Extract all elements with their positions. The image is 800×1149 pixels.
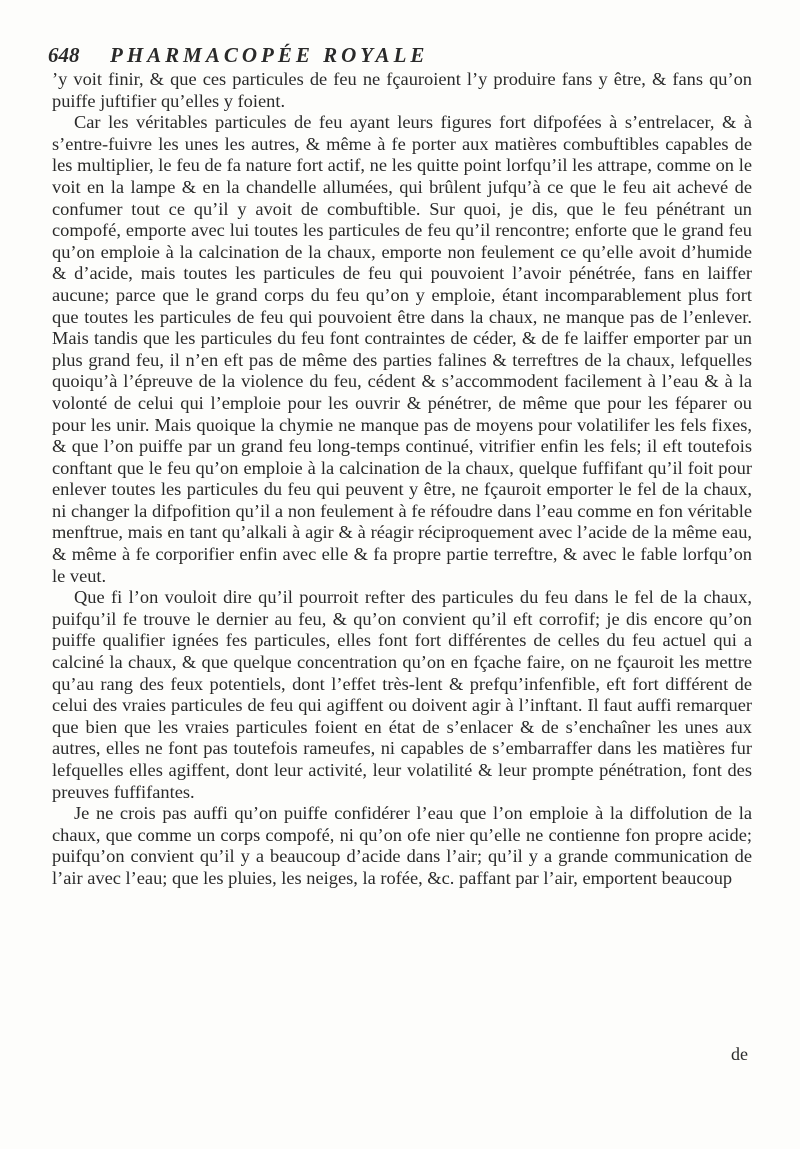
body-text (52, 69, 752, 890)
running-title: PHARMACOPÉE ROYALE (110, 43, 429, 67)
paragraph: Car les véritables particules de feu ayant leurs figures fort difpofées à s’entrelacer, & à s’entre-fuivre les unes les autres, & même à fe porter aux matières combuftibles capables de les multiplier, le feu de fa nature fort actif, ne les quitte point lorfqu’il les attrape, comme on le voit en la lampe & en la chandelle allumées, qui brûlent jufqu’à ce que le feu ait achevé de confumer tout ce qu’il y avoit de combuftible. Sur quoi, je dis, que le feu pénétrant un compofé, emporte avec lui toutes les particules de feu qu’il rencontre; enforte que le grand feu qu’on emploie à la calcination de la chaux, emporte non feulement ce qu’elle avoit d’humide & d’acide, mais toutes les particules de feu qui pouvoient l’avoir pénétrée, fans en laiffer aucune; parce que le grand corps du feu qu’on y emploie, étant incomparablement plus fort que toutes les particules de feu qui pouvoient être dans la chaux, ne manque pas de l’enlever. Mais tandis que les particules du feu font contraintes de céder, & de fe laiffer emporter par un plus grand feu, il n’en eft pas de même des parties falines & terreftres de la chaux, lefquelles quoiqu’à l’épreuve de la violence du feu, cédent & s’accommodent facilement à l’eau & à la volonté de celui qui l’emploie pour les ouvrir & pénétrer, de même que pour les féparer ou pour les unir. Mais quoique la chymie ne manque pas de moyens pour volatilifer les fels fixes, & que l’on puiffe par un grand feu long-temps continué, vitrifier enfin les fels; il eft toutefois conftant que le feu qu’on emploie à la calcination de la chaux, quelque fuffifant qu’il foit pour enlever toutes les particules du feu qui peuvent y être, ne fçauroit emporter le fel de la chaux, ni changer la difpofition qu’il a non feulement à fe réfoudre dans l’eau comme en fon véritable menftrue, mais en tant qu’alkali à agir & à réagir réciproquement avec l’acide de la même eau, & même à fe corporifier enfin avec elle & fa propre partie terreftre, & avec le fable lorfqu’on le veut. (52, 112, 752, 586)
page-number: 648 (48, 43, 80, 67)
paragraph: ’y voit finir, & que ces particules de feu ne fçauroient l’y produire fans y être, & fans qu’on puiffe juftifier qu’elles y foient. (52, 69, 752, 111)
catchword: de (731, 1044, 748, 1064)
paragraph: Je ne crois pas auffi qu’on puiffe confidérer l’eau que l’on emploie à la diffolution de la chaux, que comme un corps compofé, ni qu’on ofe nier qu’elle ne contienne fon propre acide; puifqu’on convient qu’il y a beaucoup d’acide dans l’air; qu’il y a grande communication de l’air avec l’eau; que les pluies, les neiges, la rofée, &c. paffant par l’air, emportent beaucoup (52, 803, 752, 888)
paragraph: Que fi l’on vouloit dire qu’il pourroit refter des particules du feu dans le fel de la chaux, puifqu’il fe trouve le dernier au feu, & qu’on convient qu’il eft corrofif; je dis encore qu’on puiffe qualifier ignées fes particules, elles font fort différentes de celles du feu actuel qui a calciné la chaux, & que quelque concentration qu’on en fçache faire, on ne fçauroit les mettre qu’au rang des feux potentiels, dont l’effet très-lent & prefqu’infenfible, eft fort différent de celui des vraies particules de feu qui agiffent ou doivent agir à l’inftant. Il faut auffi remarquer que bien que les vraies particules foient en état de s’enlacer & de s’enchaîner les unes aux autres, elles ne font pas toutefois rameufes, ni capables de s’embarraffer dans les matières fur lefquelles elles agiffent, dont leur activité, leur volatilité & leur prompte pénétration, font des preuves fuffifantes. (52, 587, 752, 802)
